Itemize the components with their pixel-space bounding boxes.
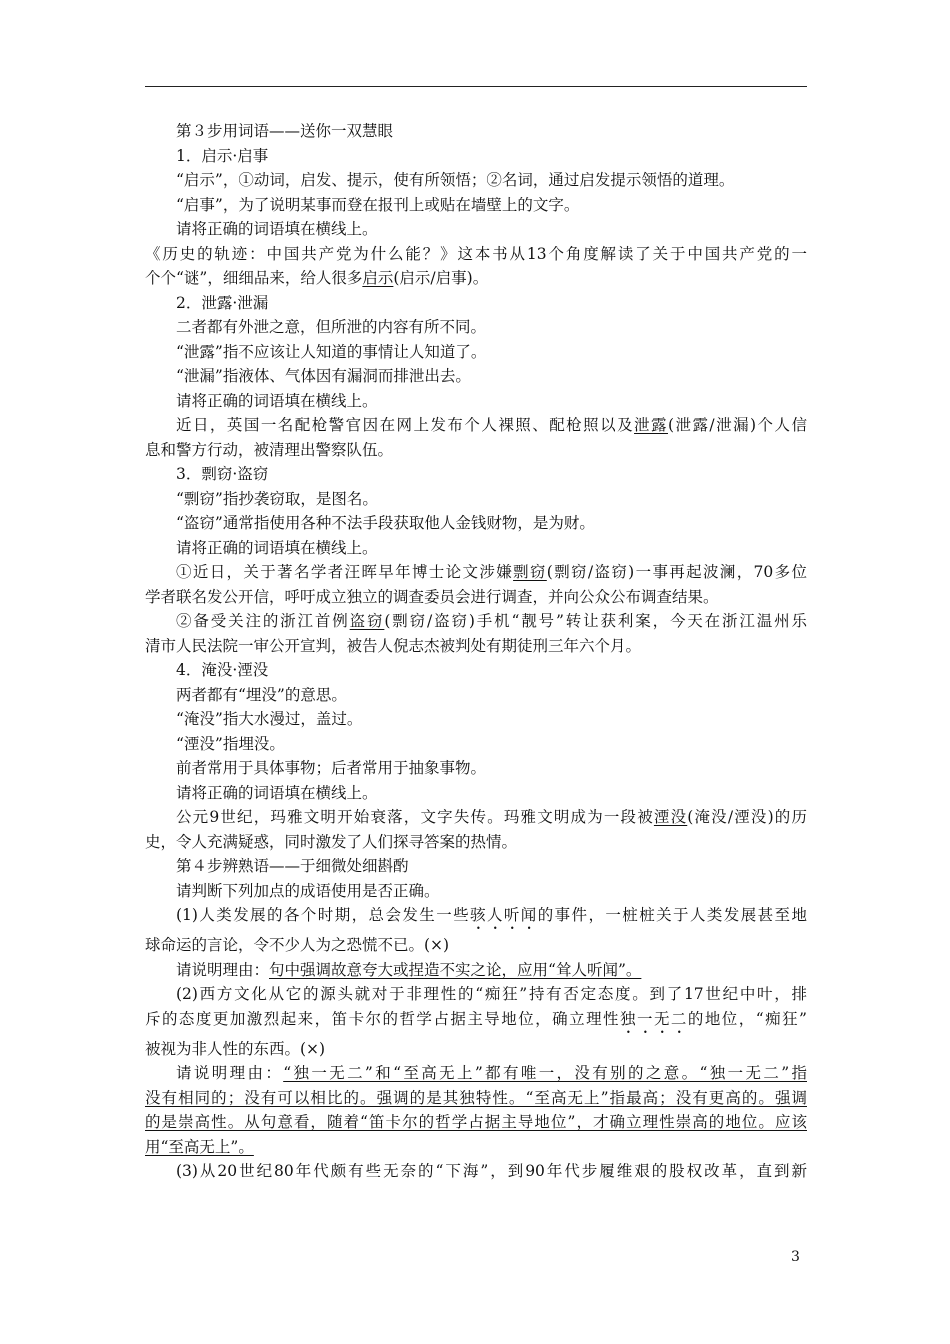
item3-example2-answer: 盗窃: [349, 612, 385, 630]
item4-intro: 两者都有“埋没”的意思。: [176, 685, 347, 704]
item2-title: 2．泄露·泄漏: [176, 293, 269, 312]
item4-example-line1: [145, 805, 807, 830]
q1-text: (1)人类发展的各个时期，总会发生一些: [176, 906, 471, 924]
q2-line3: 被视为非人性的东西。(×): [145, 1039, 326, 1058]
item4-usage: 前者常用于具体事物；后者常用于抽象事物。: [176, 759, 487, 777]
q1-idiom: 骇人听闻: [470, 906, 538, 924]
page-body: [145, 119, 807, 1184]
item1-example-options: (启示/启事)。: [393, 269, 489, 287]
item3-def1: “剽窃”指抄袭窃取，是图名。: [176, 489, 378, 508]
item4-def1: “淹没”指大水漫过，盖过。: [176, 710, 363, 728]
q1-line2: 球命运的言论，令不少人为之恐慌不已。(×): [145, 936, 450, 954]
item3-example2-options: (剽窃/盗窃)手机“靓号”转让获利案，今天在浙江温州乐: [384, 612, 807, 630]
q2-reason-line3: [145, 1110, 807, 1135]
item2-def2: “泄漏”指液体、气体因有漏洞而排泄出去。: [176, 367, 471, 385]
q2-reason-line2: [145, 1086, 807, 1111]
item4-example-options: (淹没/湮没)的历: [687, 808, 807, 826]
q2-reason-label: 请说明理由：: [176, 1064, 284, 1082]
item1-example-line1: 《历史的轨迹：中国共产党为什么能？》这本书从13个角度解读了关于中国共产党的一: [145, 244, 807, 263]
q2-reason-text1: “独一无二”和“至高无上”都有唯一，没有别的之意。“独一无二”指: [283, 1064, 807, 1082]
item4-title: 4．淹没·湮没: [176, 661, 269, 679]
item4-answer: 湮没: [653, 808, 688, 826]
item3-title: 3．剽窃·盗窃: [176, 465, 269, 483]
item3-example1-answer: 剽窃: [513, 563, 547, 581]
item4-def2: “湮没”指埋没。: [176, 734, 285, 753]
q2-line2: [145, 1007, 807, 1037]
item3-example1-options: (剽窃/盗窃)一事再起波澜，70多位: [546, 563, 807, 581]
item1-def2: “启事”，为了说明某事而登在报刊上或贴在墙壁上的文字。: [176, 195, 580, 214]
item3-example2-line1: [145, 609, 807, 634]
item3-prompt: 请将正确的词语填在横线上。: [176, 538, 378, 557]
item1-answer: 启示: [362, 269, 394, 287]
q2-reason-line1: [145, 1061, 807, 1086]
item3-example2-text: ②备受关注的浙江首例: [176, 612, 350, 630]
step4-heading: 第４步辨熟语——于细微处细斟酌: [176, 857, 409, 875]
step4-prompt: 请判断下列加点的成语使用是否正确。: [176, 881, 440, 900]
item4-example-text: 公元9世纪，玛雅文明开始衰落，文字失传。玛雅文明成为一段被: [176, 808, 654, 826]
q2-idiom: 独一无二: [620, 1009, 688, 1028]
q2-reason-text4: 用“至高无上”。: [145, 1137, 254, 1156]
q2-line1: (2)西方文化从它的源头就对于非理性的“痴狂”持有否定态度。到了17世纪中叶，排: [176, 985, 807, 1003]
item4-prompt: 请将正确的词语填在横线上。: [176, 783, 378, 802]
item1-def1: “启示”，①动词，启发、提示，使有所领悟；②名词，通过启发提示领悟的道理。: [176, 171, 735, 189]
item3-example1-text: ①近日，关于著名学者汪晖早年博士论文涉嫌: [176, 563, 514, 581]
item2-answer: 泄露: [634, 416, 668, 434]
item2-example-options: (泄露/泄漏)个人信: [667, 416, 807, 434]
item2-example-line1: [145, 413, 807, 438]
item2-prompt: 请将正确的词语填在横线上。: [176, 391, 378, 410]
item2-intro: 二者都有外泄之意，但所泄的内容有所不同。: [176, 318, 487, 336]
q2-reason-line4: [145, 1135, 807, 1160]
q1-reason-text: 句中强调故意夸大或捏造不实之论，应用“耸人听闻”。: [269, 960, 642, 979]
page-number: 3: [791, 1249, 800, 1265]
item4-example-line2: 史，令人充满疑惑，同时激发了人们探寻答案的热情。: [145, 832, 518, 851]
item1-prompt: 请将正确的词语填在横线上。: [176, 220, 378, 238]
item3-def2: “盗窃”通常指使用各种不法手段获取他人金钱财物，是为财。: [176, 514, 595, 532]
item2-example-text: 近日，英国一名配枪警官因在网上发布个人裸照、配枪照以及: [176, 416, 635, 434]
q2-text: 斥的态度更加激烈起来，笛卡尔的哲学占据主导地位，确立理性: [145, 1009, 621, 1028]
step3-heading: 第３步用词语——送你一双慧眼: [176, 122, 394, 140]
item3-example1-line2: 学者联名发公开信，呼吁成立独立的调查委员会进行调查，并向公众公布调查结果。: [145, 587, 719, 606]
q2-reason-text2: 没有相同的；没有可以相比的。强调的是其独特性。“至高无上”指最高；没有更高的。强调: [145, 1088, 807, 1107]
q1-line1: [145, 903, 807, 933]
item1-title: 1．启示·启事: [176, 146, 269, 165]
q2-reason-text3: 的是崇高性。从句意看，随着“笛卡尔的哲学占据主导地位”，才确立理性崇高的地位。应该: [145, 1113, 807, 1131]
item3-example2-line2: 清市人民法院一审公开宣判，被告人倪志杰被判处有期徒刑三年六个月。: [145, 636, 642, 655]
q3-line1: (3)从20世纪80年代颇有些无奈的“下海”，到90年代步履维艰的股权改革，直到新: [176, 1162, 807, 1180]
q1-reason-label: 请说明理由：: [176, 960, 270, 979]
q1-text-cont: 的事件，一桩桩关于人类发展甚至地: [537, 906, 807, 924]
item2-example-line2: 息和警方行动，被清理出警察队伍。: [145, 440, 394, 459]
q2-text-cont: 的地位，“痴狂”: [687, 1009, 807, 1028]
item1-example-text: 个个“谜”，细细品来，给人很多: [145, 269, 363, 287]
item1-example-line2: [145, 266, 807, 291]
header-rule: [145, 86, 807, 87]
item2-def1: “泄露”指不应该让人知道的事情让人知道了。: [176, 342, 487, 361]
item3-example1-line1: [145, 560, 807, 585]
q1-reason: [145, 958, 807, 983]
